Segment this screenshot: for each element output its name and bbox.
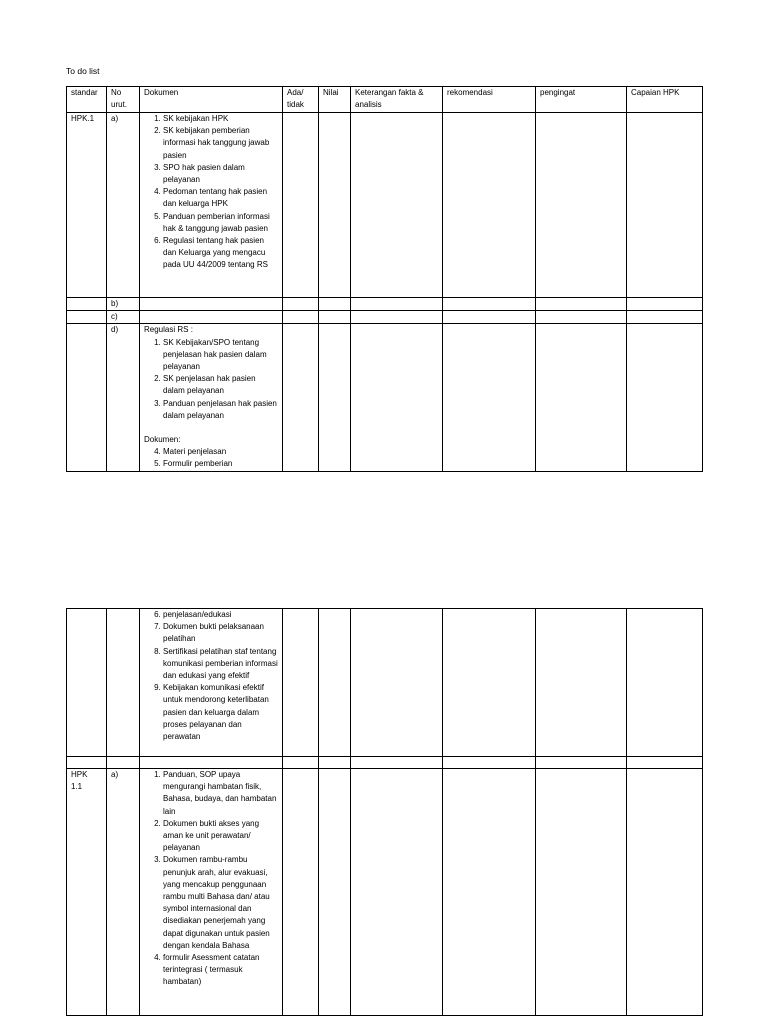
list-item: 4. Pedoman tentang hak pasien dan keluarga HPK	[163, 186, 278, 210]
section-heading: Dokumen:	[144, 435, 181, 445]
header-no-urut: No urut.	[107, 87, 140, 113]
empty-cell	[351, 311, 443, 324]
empty-cell	[67, 757, 107, 769]
document-list	[144, 609, 278, 743]
empty-cell	[283, 609, 319, 757]
empty-cell	[443, 609, 536, 757]
empty-cell	[536, 113, 627, 298]
header-pengingat: pengingat	[536, 87, 627, 113]
header-standar: standar	[67, 87, 107, 113]
empty-cell	[140, 298, 283, 311]
header-row	[67, 87, 703, 113]
empty-cell	[443, 113, 536, 298]
list-item: 6. Regulasi tentang hak pasien dan Keluarga yang mengacu pada UU 44/2009 tentang RS	[163, 235, 278, 272]
empty-cell	[319, 324, 351, 472]
document-list	[144, 446, 278, 470]
table-row	[67, 311, 703, 324]
no-cell: a)	[107, 769, 140, 1016]
list-item: 3. Dokumen rambu-rambu penunjuk arah, alur evakuasi, yang mencakup penggunaan rambu multi Bahasa dan/ atau symbol internasional dan disediakan penerjemah yang dapat digunakan untuk pasien dengan kendala Bahasa	[163, 854, 278, 952]
header-ada-tidak: Ada/ tidak	[283, 87, 319, 113]
empty-cell	[283, 113, 319, 298]
header-nilai: Nilai	[319, 87, 351, 113]
empty-cell	[443, 757, 536, 769]
empty-cell	[351, 769, 443, 1016]
list-item: 2. Dokumen bukti akses yang aman ke unit perawatan/ pelayanan	[163, 818, 278, 855]
table-row	[67, 324, 703, 472]
empty-cell	[283, 769, 319, 1016]
list-item: 1. SK Kebijakan/SPO tentang penjelasan hak pasien dalam pelayanan	[163, 337, 278, 374]
empty-cell	[283, 757, 319, 769]
empty-cell	[536, 298, 627, 311]
todo-table-bottom	[66, 608, 703, 1016]
document-list	[144, 113, 278, 272]
empty-cell	[67, 298, 107, 311]
empty-cell	[351, 113, 443, 298]
empty-cell	[319, 113, 351, 298]
list-item: 3. SPO hak pasien dalam pelayanan	[163, 162, 278, 186]
section-heading: Regulasi RS :	[144, 325, 193, 335]
empty-cell	[67, 324, 107, 472]
list-item: 3. Panduan penjelasan hak pasien dalam pelayanan	[163, 398, 278, 422]
empty-cell	[536, 609, 627, 757]
document-list	[144, 337, 278, 422]
empty-cell	[283, 298, 319, 311]
list-item: 8. Sertifikasi pelatihan staf tentang komunikasi pemberian informasi dan edukasi yang efektif	[163, 646, 278, 683]
list-item: 4. formulir Asessment catatan terintegrasi ( termasuk hambatan)	[163, 952, 278, 989]
empty-cell	[351, 324, 443, 472]
empty-cell	[140, 757, 283, 769]
header-keterangan: Keterangan fakta & analisis	[351, 87, 443, 113]
dokumen-cell	[140, 324, 283, 472]
no-cell: b)	[107, 298, 140, 311]
empty-cell	[283, 311, 319, 324]
standar-cell: HPK.1	[67, 113, 107, 298]
empty-cell	[140, 311, 283, 324]
empty-cell	[627, 769, 703, 1016]
empty-cell	[107, 757, 140, 769]
empty-cell	[319, 311, 351, 324]
empty-cell	[319, 609, 351, 757]
no-cell: a)	[107, 113, 140, 298]
empty-cell	[283, 324, 319, 472]
list-item: 1. Panduan, SOP upaya mengurangi hambatan fisik, Bahasa, budaya, dan hambatan lain	[163, 769, 278, 818]
empty-cell	[536, 324, 627, 472]
empty-cell	[351, 757, 443, 769]
standar-cell: HPK 1.1	[67, 769, 107, 1016]
empty-cell	[443, 324, 536, 472]
empty-cell	[319, 769, 351, 1016]
header-rekomendasi: rekomendasi	[443, 87, 536, 113]
list-item: 6. penjelasan/edukasi	[163, 609, 278, 621]
table-row	[67, 757, 703, 769]
dokumen-cell	[140, 769, 283, 1016]
empty-cell	[536, 757, 627, 769]
list-item: 5. Panduan pemberian informasi hak & tanggung jawab pasien	[163, 211, 278, 235]
no-cell: c)	[107, 311, 140, 324]
list-item: 7. Dokumen bukti pelaksanaan pelatihan	[163, 621, 278, 645]
empty-cell	[107, 609, 140, 757]
empty-cell	[319, 757, 351, 769]
table-row	[67, 609, 703, 757]
document-list	[144, 769, 278, 989]
header-capaian: Capaian HPK	[627, 87, 703, 113]
empty-cell	[627, 609, 703, 757]
list-item: 2. SK penjelasan hak pasien dalam pelayanan	[163, 373, 278, 397]
empty-cell	[351, 609, 443, 757]
todo-table-top	[66, 86, 703, 472]
empty-cell	[319, 298, 351, 311]
list-item: 1. SK kebijakan HPK	[163, 113, 278, 125]
empty-cell	[627, 298, 703, 311]
list-item: 9. Kebijakan komunikasi efektif untuk mendorong keterlibatan pasien dan keluarga dalam proses pelayanan dan perawatan	[163, 682, 278, 743]
empty-cell	[443, 769, 536, 1016]
empty-cell	[536, 769, 627, 1016]
table-row	[67, 769, 703, 1016]
empty-cell	[443, 298, 536, 311]
no-cell: d)	[107, 324, 140, 472]
empty-cell	[67, 311, 107, 324]
empty-cell	[67, 609, 107, 757]
list-item: 5. Formulir pemberian	[163, 458, 278, 470]
list-item: 2. SK kebijakan pemberian informasi hak tanggung jawab pasien	[163, 125, 278, 162]
table-row	[67, 298, 703, 311]
empty-cell	[627, 324, 703, 472]
empty-cell	[627, 113, 703, 298]
empty-cell	[536, 311, 627, 324]
dokumen-cell	[140, 113, 283, 298]
empty-cell	[443, 311, 536, 324]
dokumen-cell	[140, 609, 283, 757]
list-item: 4. Materi penjelasan	[163, 446, 278, 458]
page-title: To do list	[66, 66, 100, 76]
empty-cell	[627, 311, 703, 324]
header-dokumen: Dokumen	[140, 87, 283, 113]
empty-cell	[627, 757, 703, 769]
empty-cell	[351, 298, 443, 311]
table-row	[67, 113, 703, 298]
